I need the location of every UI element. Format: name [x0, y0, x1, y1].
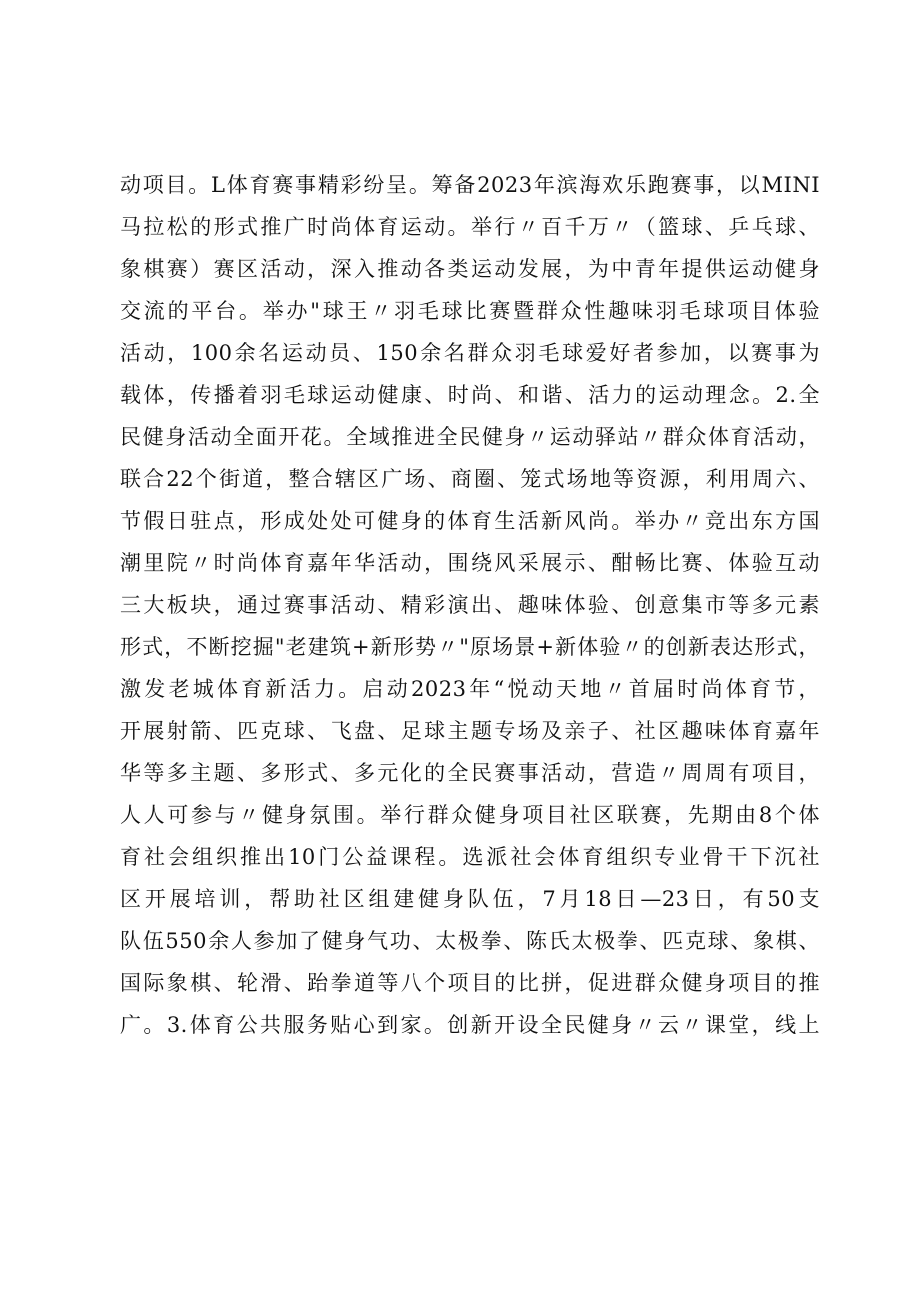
text-line: 载体，传播着羽毛球运动健康、时尚、和谐、活力的运动理念。2.全: [120, 383, 820, 407]
text-line: 开展射箭、匹克球、飞盘、足球主题专场及亲子、社区趣味体育嘉年: [120, 719, 820, 743]
text-line: 广。3.体育公共服务贴心到家。创新开设全民健身〃云〃课堂，线上: [120, 1013, 820, 1037]
text-line: 潮里院〃时尚体育嘉年华活动，围绕风采展示、酣畅比赛、体验互动: [120, 551, 820, 575]
text-line: 队伍550余人参加了健身气功、太极拳、陈氏太极拳、匹克球、象棋、: [120, 929, 820, 953]
text-line: 激发老城体育新活力。启动2023年“悦动天地〃首届时尚体育节，: [120, 677, 820, 701]
text-line: 区开展培训，帮助社区组建健身队伍，7月18日—23日，有50支: [120, 887, 820, 911]
text-line: 动项目。L体育赛事精彩纷呈。筹备2023年滨海欢乐跑赛事，以MINI: [120, 173, 820, 197]
text-line: 象棋赛）赛区活动，深入推动各类运动发展，为中青年提供运动健身: [120, 257, 820, 281]
text-line: 华等多主题、多形式、多元化的全民赛事活动，营造〃周周有项目，: [120, 761, 820, 785]
text-line: 育社会组织推出10门公益课程。选派社会体育组织专业骨干下沉社: [120, 845, 820, 869]
text-line: 人人可参与〃健身氛围。举行群众健身项目社区联赛，先期由8个体: [120, 803, 820, 827]
text-line: 联合22个街道，整合辖区广场、商圈、笼式场地等资源，利用周六、: [120, 467, 820, 491]
text-line: 形式，不断挖掘"老建筑+新形势〃"原场景+新体验〃的创新表达形式，: [120, 635, 820, 659]
body-paragraph: [120, 164, 820, 1046]
text-line: 国际象棋、轮滑、跆拳道等八个项目的比拼，促进群众健身项目的推: [120, 971, 820, 995]
text-line: 马拉松的形式推广时尚体育运动。举行〃百千万〃（篮球、乒乓球、: [120, 215, 820, 239]
text-line: 交流的平台。举办"球王〃羽毛球比赛暨群众性趣味羽毛球项目体验: [120, 299, 820, 323]
text-line: 节假日驻点，形成处处可健身的体育生活新风尚。举办〃竞出东方国: [120, 509, 820, 533]
text-line: 三大板块，通过赛事活动、精彩演出、趣味体验、创意集市等多元素: [120, 593, 820, 617]
text-line: 民健身活动全面开花。全域推进全民健身〃运动驿站〃群众体育活动，: [120, 425, 820, 449]
text-line: 活动，100余名运动员、150余名群众羽毛球爱好者参加，以赛事为: [120, 341, 820, 365]
